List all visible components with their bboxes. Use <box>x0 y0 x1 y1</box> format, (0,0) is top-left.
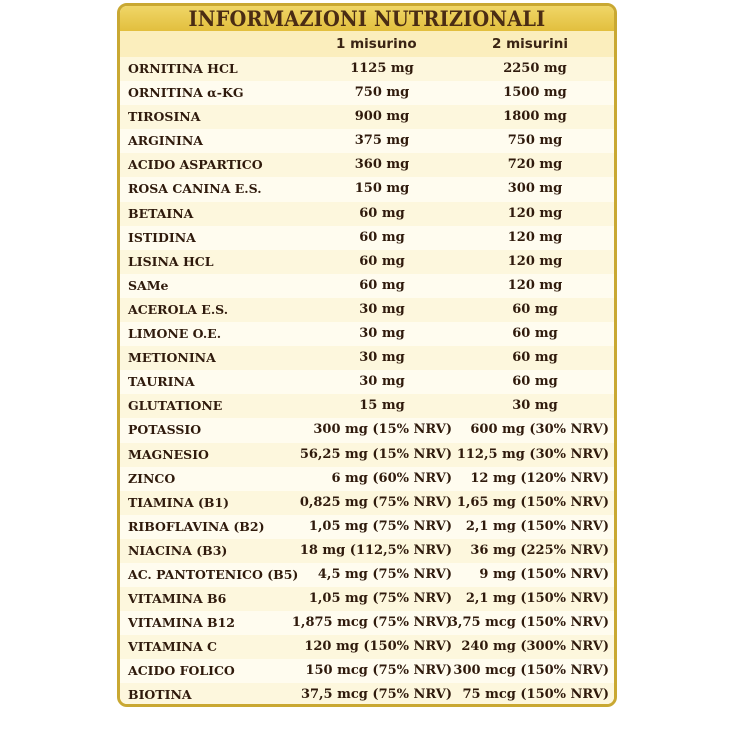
nutrient-name: POTASSIO <box>128 422 202 438</box>
value-1-misurino: 60 mg <box>359 277 405 293</box>
table-row <box>120 539 614 563</box>
value-1-misurino: 37,5 mcg (75% NRV) <box>300 687 452 703</box>
nutrient-name: LISINA HCL <box>128 253 214 269</box>
title-bar <box>120 6 614 31</box>
value-2-misurini: 750 mg <box>507 133 563 149</box>
table-row <box>120 515 614 539</box>
nutrient-name: SAMe <box>128 277 169 293</box>
table-row <box>120 346 614 370</box>
nutrition-table-body <box>120 57 614 707</box>
value-1-misurino: 900 mg <box>354 109 410 125</box>
nutrient-name: ARGININA <box>128 133 204 149</box>
table-row <box>120 57 614 81</box>
nutrient-name: TAURINA <box>128 374 195 390</box>
value-2-misurini: 75 mcg (150% NRV) <box>462 687 609 703</box>
value-2-misurini: 12 mg (120% NRV) <box>470 470 609 486</box>
value-1-misurino: 30 mg <box>359 326 405 342</box>
value-2-misurini: 120 mg <box>507 277 563 293</box>
value-1-misurino: 1,05 mg (75% NRV) <box>308 518 452 534</box>
value-1-misurino: 360 mg <box>354 157 410 173</box>
nutrient-name: BETAINA <box>128 205 194 221</box>
nutrient-name: ROSA CANINA E.S. <box>128 181 262 197</box>
column-header-row <box>120 31 614 57</box>
table-row <box>120 298 614 322</box>
nutrient-name: TIAMINA (B1) <box>128 494 230 510</box>
value-2-misurini: 1,65 mg (150% NRV) <box>456 494 609 510</box>
nutrient-name: BIOTINA <box>128 687 192 703</box>
table-row <box>120 177 614 201</box>
value-2-misurini: 120 mg <box>507 253 563 269</box>
table-row <box>120 370 614 394</box>
value-2-misurini: 300 mg <box>507 181 563 197</box>
table-row <box>120 563 614 587</box>
value-2-misurini: 1500 mg <box>503 85 567 101</box>
value-1-misurino: 18 mg (112,5% NRV) <box>299 542 452 558</box>
table-row <box>120 105 614 129</box>
table-row <box>120 322 614 346</box>
nutrient-name: ORNITINA α-KG <box>128 85 244 101</box>
nutrient-name: RIBOFLAVINA (B2) <box>128 518 265 534</box>
nutrient-name: ACIDO ASPARTICO <box>128 157 263 173</box>
value-2-misurini: 600 mg (30% NRV) <box>470 422 609 438</box>
value-1-misurino: 375 mg <box>354 133 410 149</box>
value-1-misurino: 750 mg <box>354 85 410 101</box>
nutrient-name: GLUTATIONE <box>128 398 223 414</box>
table-row <box>120 659 614 683</box>
nutrient-name: NIACINA (B3) <box>128 542 228 558</box>
value-2-misurini: 2,1 mg (150% NRV) <box>465 591 609 607</box>
table-row <box>120 129 614 153</box>
table-row <box>120 683 614 707</box>
nutrient-name: ORNITINA HCL <box>128 61 238 76</box>
value-2-misurini: 60 mg <box>512 374 558 390</box>
table-row <box>120 394 614 418</box>
table-row <box>120 491 614 515</box>
nutrient-name: LIMONE O.E. <box>128 326 222 342</box>
value-2-misurini: 2250 mg <box>503 61 567 76</box>
value-1-misurino: 15 mg <box>359 398 405 414</box>
table-row <box>120 467 614 491</box>
value-2-misurini: 120 mg <box>507 229 563 245</box>
value-1-misurino: 300 mg (15% NRV) <box>313 422 452 438</box>
nutrient-name: ZINCO <box>128 470 176 486</box>
nutrient-name: VITAMINA B6 <box>128 591 227 607</box>
value-2-misurini: 300 mcg (150% NRV) <box>453 663 609 679</box>
value-1-misurino: 1,05 mg (75% NRV) <box>308 591 452 607</box>
value-1-misurino: 1125 mg <box>350 61 414 76</box>
value-1-misurino: 60 mg <box>359 253 405 269</box>
table-row <box>120 202 614 226</box>
value-2-misurini: 9 mg (150% NRV) <box>479 566 609 582</box>
value-2-misurini: 120 mg <box>507 205 563 221</box>
nutrition-panel <box>117 3 617 707</box>
value-2-misurini: 36 mg (225% NRV) <box>470 542 609 558</box>
value-2-misurini: 720 mg <box>507 157 563 173</box>
value-1-misurino: 30 mg <box>359 350 405 366</box>
nutrient-name: ISTIDINA <box>128 229 196 245</box>
value-1-misurino: 120 mg (150% NRV) <box>304 639 452 655</box>
page-title: INFORMAZIONI NUTRIZIONALI <box>188 6 546 31</box>
table-row <box>120 587 614 611</box>
table-row <box>120 274 614 298</box>
nutrient-name: MAGNESIO <box>128 446 209 462</box>
table-row <box>120 635 614 659</box>
value-1-misurino: 60 mg <box>359 205 405 221</box>
table-row <box>120 81 614 105</box>
value-1-misurino: 30 mg <box>359 374 405 390</box>
value-2-misurini: 60 mg <box>512 350 558 366</box>
value-1-misurino: 0,825 mg (75% NRV) <box>299 494 452 510</box>
nutrient-name: VITAMINA C <box>128 639 217 655</box>
value-2-misurini: 112,5 mg (30% NRV) <box>456 446 609 462</box>
column-header-2-misurini: 2 misurini <box>492 36 568 52</box>
value-1-misurino: 1,875 mcg (75% NRV) <box>291 615 452 631</box>
table-row <box>120 250 614 274</box>
column-header-1-misurino: 1 misurino <box>336 36 417 52</box>
nutrient-name: VITAMINA B12 <box>128 615 235 631</box>
table-row <box>120 443 614 467</box>
table-row <box>120 226 614 250</box>
value-1-misurino: 56,25 mg (15% NRV) <box>299 446 452 462</box>
value-2-misurini: 60 mg <box>512 326 558 342</box>
value-1-misurino: 4,5 mg (75% NRV) <box>317 566 452 582</box>
value-2-misurini: 240 mg (300% NRV) <box>461 639 609 655</box>
value-1-misurino: 6 mg (60% NRV) <box>331 470 452 486</box>
nutrient-name: METIONINA <box>128 350 216 366</box>
nutrient-name: AC. PANTOTENICO (B5) <box>128 566 299 582</box>
value-1-misurino: 30 mg <box>359 301 405 317</box>
table-row <box>120 418 614 442</box>
value-2-misurini: 60 mg <box>512 301 558 317</box>
nutrient-name: ACIDO FOLICO <box>128 663 235 679</box>
table-row <box>120 611 614 635</box>
value-2-misurini: 3,75 mcg (150% NRV) <box>448 615 609 631</box>
value-2-misurini: 30 mg <box>512 398 558 414</box>
nutrient-name: TIROSINA <box>128 109 201 125</box>
value-1-misurino: 60 mg <box>359 229 405 245</box>
value-2-misurini: 2,1 mg (150% NRV) <box>465 518 609 534</box>
value-1-misurino: 150 mg <box>354 181 410 197</box>
value-1-misurino: 150 mcg (75% NRV) <box>305 663 452 679</box>
value-2-misurini: 1800 mg <box>503 109 567 125</box>
table-row <box>120 153 614 177</box>
nutrient-name: ACEROLA E.S. <box>128 301 229 317</box>
